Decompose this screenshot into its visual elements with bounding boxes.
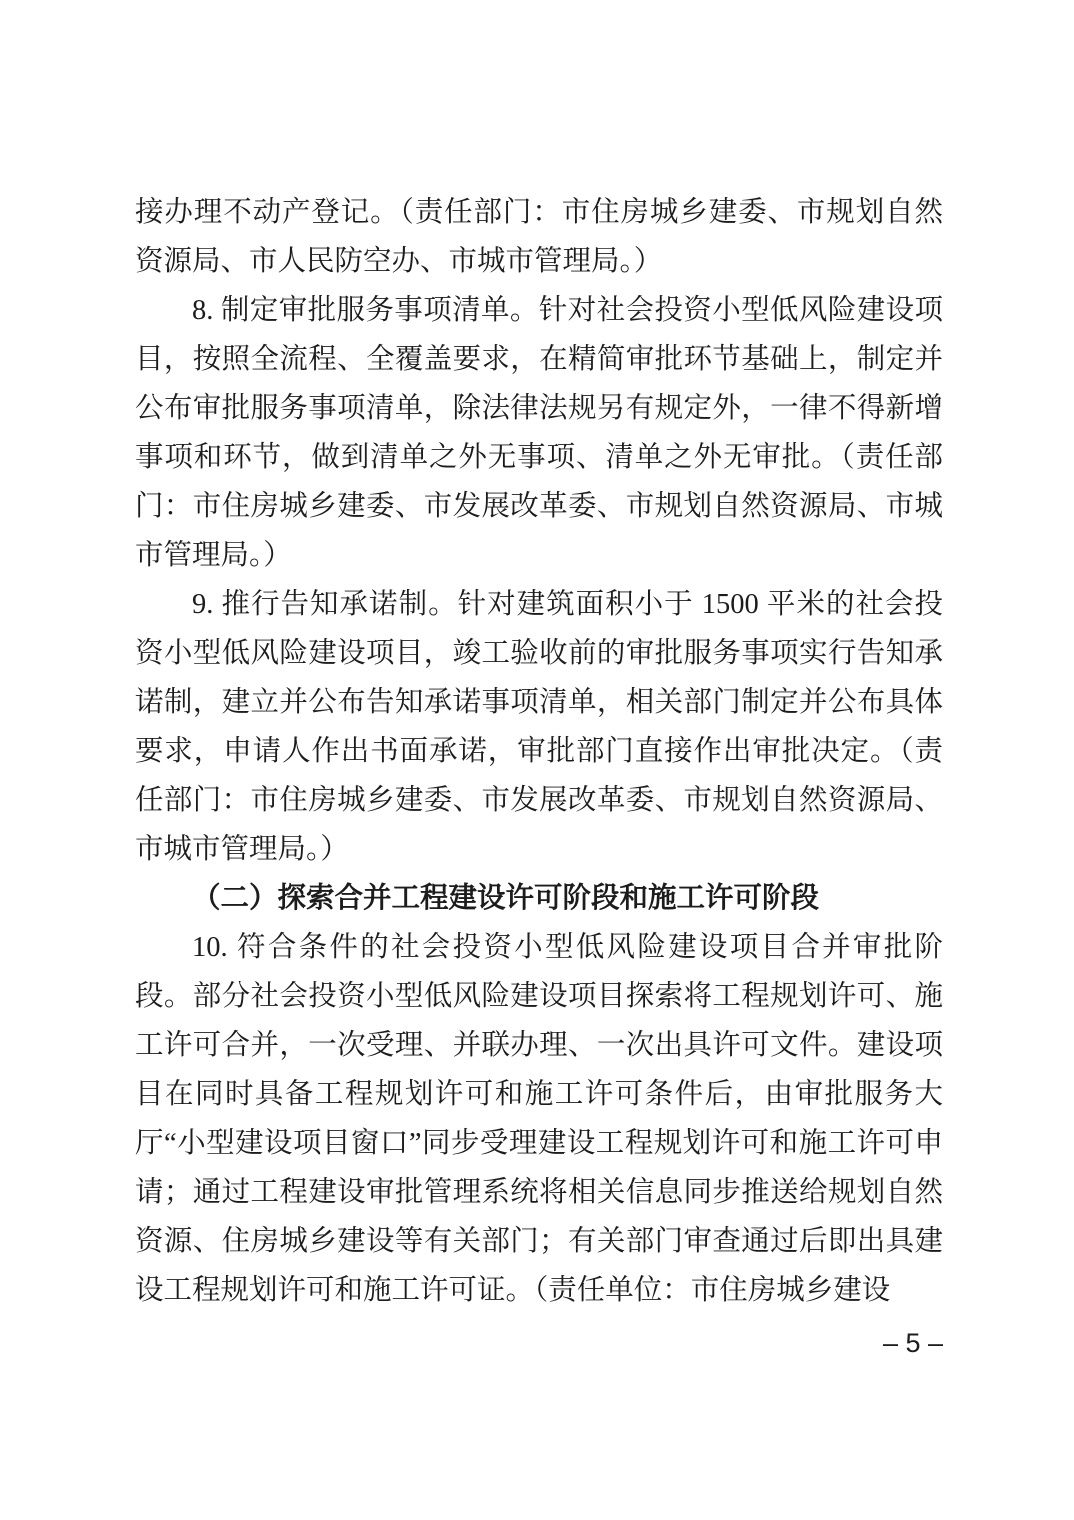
paragraph-item-8: 8. 制定审批服务事项清单。针对社会投资小型低风险建设项目，按照全流程、全覆盖要求，在精简审批环节基础上，制定并公布审批服务事项清单，除法律法规另有规定外，一律不得新增事项和环节，做到清单之外无事项、清单之外无审批。（责任部门：市住房城乡建委、市发展改革委、市规划自然资源局、市城市管理局。） <box>135 295 943 571</box>
text-block <box>135 188 943 1315</box>
paragraph-item-10: 10. 符合条件的社会投资小型低风险建设项目合并审批阶段。部分社会投资小型低风险建设项目探索将工程规划许可、施工许可合并，一次受理、并联办理、一次出具许可文件。建设项目在同时具备工程规划许可和施工许可条件后，由审批服务大厅“小型建设项目窗口”同步受理建设工程规划许可和施工许可申请；通过工程建设审批管理系统将相关信息同步推送给规划自然资源、住房城乡建设等有关部门；有关部门审查通过后即出具建设工程规划许可和施工许可证。（责任单位：市住房城乡建设 <box>135 932 943 1306</box>
paragraph-continuation: 接办理不动产登记。（责任部门：市住房城乡建委、市规划自然资源局、市人民防空办、市城市管理局。） <box>135 197 943 277</box>
page-number: – 5 – <box>882 1328 943 1358</box>
section-heading: （二）探索合并工程建设许可阶段和施工许可阶段 <box>192 883 820 914</box>
paragraph-item-9: 9. 推行告知承诺制。针对建筑面积小于 1500 平米的社会投资小型低风险建设项目，竣工验收前的审批服务事项实行告知承诺制，建立并公布告知承诺事项清单，相关部门制定并公布具体要求，申请人作出书面承诺，审批部门直接作出审批决定。（责任部门：市住房城乡建委、市发展改革委、市规划自然资源局、市城市管理局。） <box>135 589 943 865</box>
